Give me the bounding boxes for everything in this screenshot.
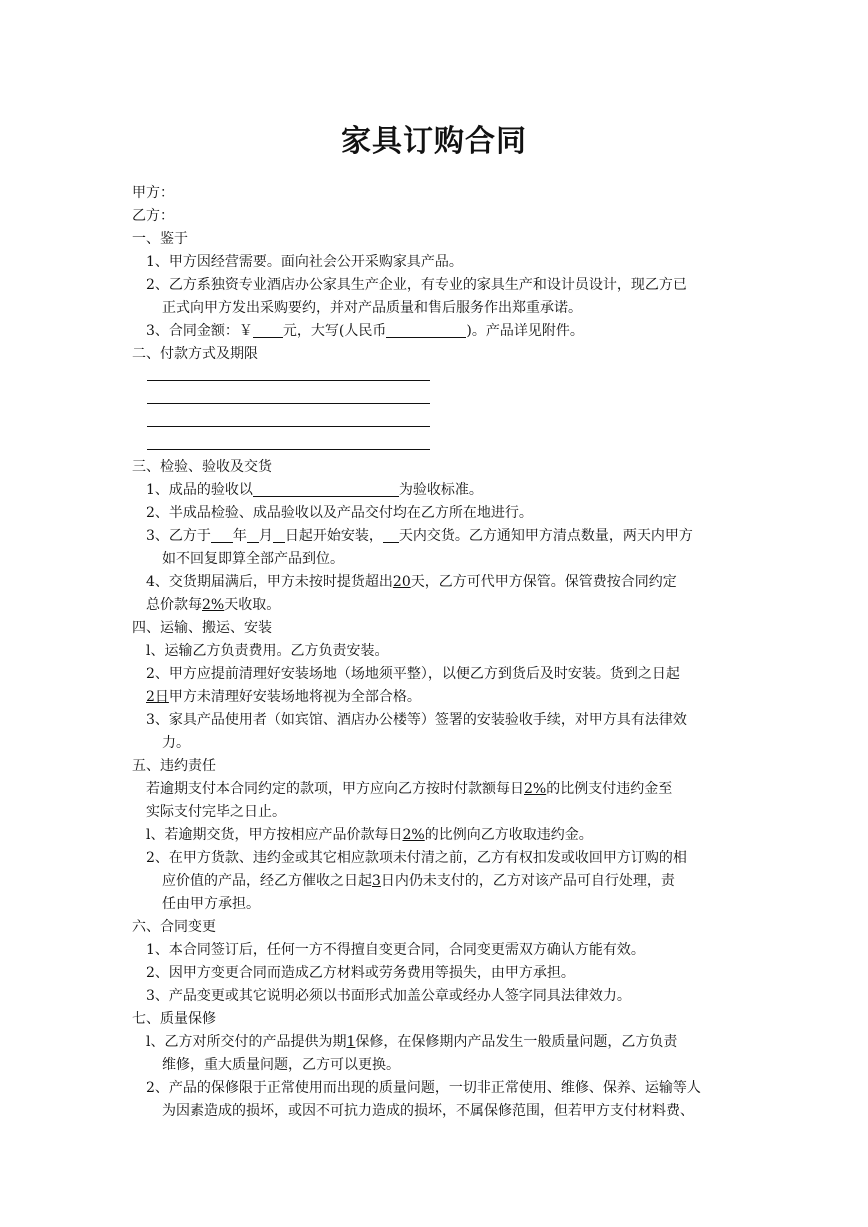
party-a-line: 甲方： [132,185,174,201]
late-delivery-text: l、若逾期交货，甲方按相应产品价款每日 [146,827,403,843]
storage-text: 4、交货期届满后，甲方未按时提货超出 [146,574,393,590]
contract-amount-label: 3、合同金额：￥ [146,323,253,339]
month-blank [247,527,259,543]
section-4-item-2: 2、甲方应提前清理好安装场地（场地须平整），以便乙方到货后及时安装。货到之日起 [146,666,680,682]
section-5-item-2: 2、在甲方货款、违约金或其它相应款项未付清之前，乙方有权扣发或收回甲方订购的相 [146,850,687,866]
payment-blank-line [147,380,430,381]
section-3-item-1 [146,479,748,502]
section-1-item-3 [146,320,748,343]
amount-words-blank [386,322,466,338]
section-7-item-2: 2、产品的保修限于正常使用而出现的质量问题，一切非正常使用、维修、保养、运输等人 [146,1080,701,1096]
late-payment-text-tail: 的比例支付违约金至 [546,781,673,797]
section-2-heading: 二、付款方式及期限 [132,346,258,362]
fee-rate-value: 2% [202,597,225,613]
late-payment-text: 若逾期支付本合同约定的款项，甲方应向乙方按时付款额每日 [146,781,524,797]
section-7-item-2-cont: 为因素造成的损坏，或因不可抗力造成的损坏，不属保修范围，但若甲方支付材料费、 [162,1103,694,1119]
section-4-item-3-cont: 力。 [162,735,190,751]
section-6-item-1: 1、本合同签订后，任何一方不得擅自变更合同，合同变更需双方确认方能有效。 [146,942,645,958]
install-date-label: 3、乙方于 [146,528,211,544]
year-blank [211,527,233,543]
fee-text-tail: 天收取。 [224,597,281,613]
section-4-item-3: 3、家具产品使用者（如宾馆、酒店办公楼等）签署的安装验收手续，对甲方具有法律效 [146,712,687,728]
section-7-heading: 七、质量保修 [132,1011,216,1027]
late-delivery-rate: 2% [402,827,425,843]
amount-blank [253,322,283,338]
warranty-period-value: 1 [346,1034,356,1050]
year-label: 年 [232,528,247,544]
late-delivery-text-tail: 的比例向乙方收取违约金。 [424,827,593,843]
section-7-item-1 [146,1031,748,1054]
section-4-heading: 四、运输、搬运、安装 [132,620,272,636]
amount-words-label: 元，大写(人民币 [282,323,387,339]
acceptance-tail: 为验收标准。 [398,482,483,498]
section-5-item-2-end: 任由甲方承担。 [162,896,260,912]
storage-text-tail: 天，乙方可代甲方保管。保管费按合同约定 [410,574,677,590]
acceptance-label: 1、成品的验收以 [146,482,253,498]
section-3-heading: 三、检验、验收及交货 [132,459,272,475]
section-3-item-2: 2、半成品检验、成品验收以及产品交付均在乙方所在地进行。 [146,505,533,521]
section-6-item-3: 3、产品变更或其它说明必须以书面形式加盖公章或经办人签字同具法律效力。 [146,988,631,1004]
payment-blank-line [147,426,430,427]
section-5-para-cont: 实际支付完毕之日止。 [146,804,286,820]
site-text: 甲方未清理好安装场地将视为全部合格。 [168,689,421,705]
warranty-text: l、乙方对所交付的产品提供为期 [146,1034,347,1050]
section-1-item-2-cont: 正式向甲方发出采购要约，并对产品质量和售后服务作出郑重承诺。 [162,300,582,316]
day-label: 日起开始安装， [284,528,383,544]
payment-blank-line [147,449,430,450]
day-blank [273,527,285,543]
warranty-text-tail: 保修，在保修期内产品发生一般质量问题，乙方负责 [355,1034,678,1050]
section-4-item-1: l、运输乙方负责费用。乙方负责安装。 [146,643,389,659]
fee-text: 总价款每 [146,597,202,613]
acceptance-standard-blank [253,481,399,497]
collection-text: 应价值的产品，经乙方催收之日起 [162,873,372,889]
section-3-item-4 [146,571,748,594]
section-3-item-3 [146,525,748,548]
month-label: 月 [258,528,273,544]
amount-tail: )。产品详见附件。 [466,323,584,339]
collection-days-value: 3 [372,873,381,889]
section-3-item-4-cont [146,594,748,617]
delivery-days-blank [383,527,399,543]
section-5-item-1 [146,824,748,847]
collection-text-tail: 日内仍未支付的，乙方对该产品可自行处理，责 [380,873,675,889]
section-6-item-2: 2、因甲方变更合同而造成乙方材料或劳务费用等损失，由甲方承担。 [146,965,575,981]
late-payment-rate: 2% [524,781,547,797]
site-days-value: 2日 [146,689,169,705]
section-1-item-1: 1、甲方因经营需要。面向社会公开采购家具产品。 [146,254,463,270]
storage-days-value: 20 [392,574,411,590]
section-5-para [146,778,748,801]
delivery-text: 天内交货。乙方通知甲方清点数量，两天内甲方 [398,528,693,544]
section-1-heading: 一、鉴于 [132,231,188,247]
section-4-item-2-cont [146,686,748,709]
section-7-item-1-cont: 维修，重大质量问题，乙方可以更换。 [162,1057,400,1073]
section-3-item-3-cont: 如不回复即算全部产品到位。 [162,551,344,567]
section-5-heading: 五、违约责任 [132,758,216,774]
document-title: 家具订购合同 [341,124,527,159]
section-1-item-2: 2、乙方系独资专业酒店办公家具生产企业，有专业的家具生产和设计员设计，现乙方已 [146,277,687,293]
section-6-heading: 六、合同变更 [132,919,216,935]
party-b-line: 乙方： [132,208,174,224]
section-5-item-2-cont [162,870,748,893]
payment-blank-line [147,403,430,404]
